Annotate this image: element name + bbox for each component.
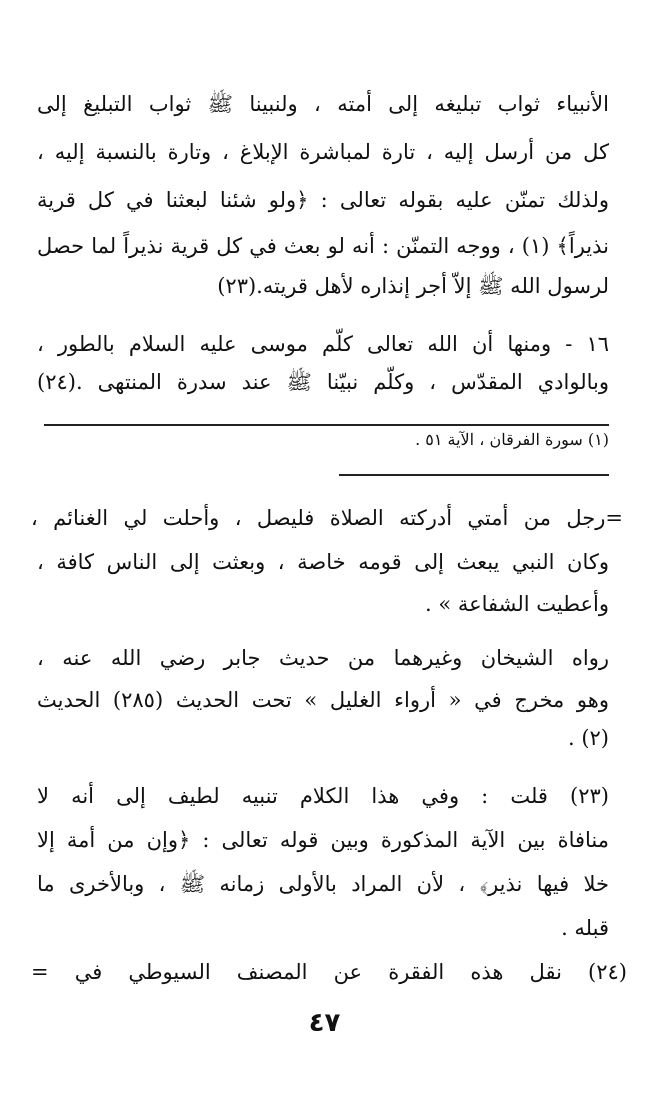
- footnote-separator-bottom: [339, 474, 609, 476]
- main-text-line-1: الأنبياء ثواب تبليغه إلى أمته ، ولنبينا ﷺ ثواب التبليغ إلى: [37, 92, 609, 116]
- footnote-separator-top: [44, 424, 609, 426]
- commentary-line-8: منافاة بين الآية المذكورة وبين قوله تعالى : ﴿وإن من أمة إلا: [37, 828, 609, 852]
- main-text-line-4: نذيراً﴾ (١) ، ووجه التمنّن : أنه لو بعث في كل قرية نذيراً لما حصل: [37, 234, 609, 258]
- commentary-line-3: وأعطيت الشفاعة » .: [424, 592, 609, 616]
- commentary-line-10: قبله .: [561, 916, 609, 940]
- commentary-line-1: =رجل من أمتي أدركته الصلاة فليصل ، وأحلت لي الغنائم ،: [31, 506, 623, 530]
- footnote-1: (١) سورة الفرقان ، الآية ٥١ .: [415, 430, 609, 449]
- main-text-line-2: كل من أرسل إليه ، تارة لمباشرة الإبلاغ ، وتارة بالنسبة إليه ،: [37, 140, 609, 164]
- commentary-line-6: (٢) .: [567, 726, 609, 750]
- main-text-line-6: ١٦ - ومنها أن الله تعالى كلّم موسى عليه السلام بالطور ،: [37, 332, 609, 356]
- commentary-line-5: وهو مخرج في « أرواء الغليل » تحت الحديث (٢٨٥) الحديث: [37, 688, 609, 712]
- page-number: ٤٧: [308, 1008, 341, 1038]
- commentary-line-2: وكان النبي يبعث إلى قومه خاصة ، وبعثت إلى الناس كافة ،: [37, 550, 609, 574]
- commentary-line-4: رواه الشيخان وغيرهما من حديث جابر رضي الله عنه ،: [37, 646, 609, 670]
- main-text-line-5: لرسول الله ﷺ إلاّ أجر إنذاره لأهل قريته.(٢٣): [217, 274, 609, 298]
- main-text-line-7: وبالوادي المقدّس ، وكلّم نبيّنا ﷺ عند سدرة المنتهى .(٢٤): [37, 370, 609, 394]
- commentary-line-11: (٢٤) نقل هذه الفقرة عن المصنف السيوطي في =: [31, 960, 627, 984]
- main-text-line-3: ولذلك تمنّن عليه بقوله تعالى : ﴿ولو شئنا لبعثنا في كل قرية: [37, 188, 609, 212]
- commentary-line-9: خلا فيها نذير﴾ ، لأن المراد بالأولى زمانه ﷺ ، وبالأخرى ما: [37, 872, 609, 896]
- commentary-line-7: (٢٣) قلت : وفي هذا الكلام تنبيه لطيف إلى أنه لا: [37, 784, 609, 808]
